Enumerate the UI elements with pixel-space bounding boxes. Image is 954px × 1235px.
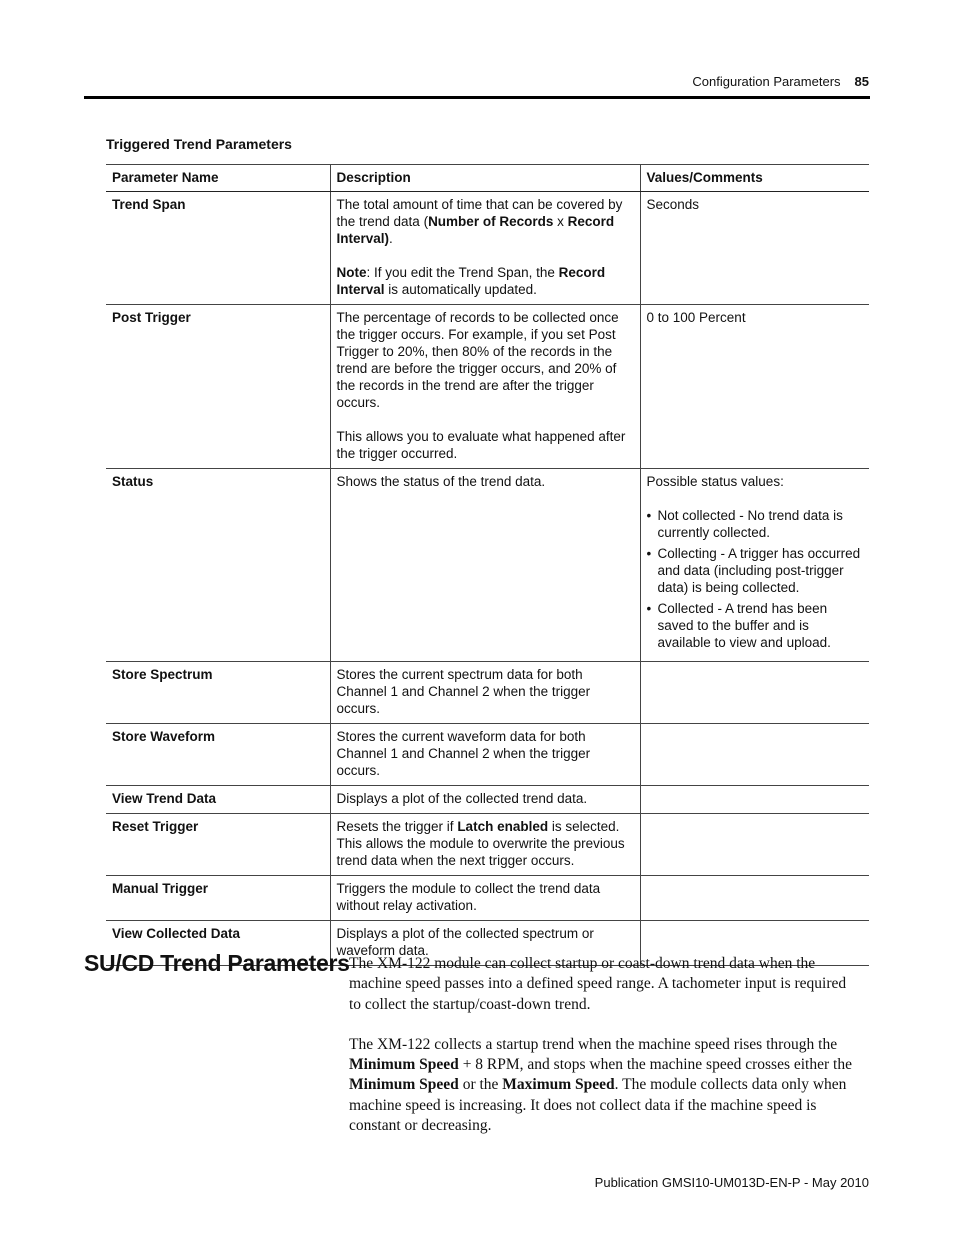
parameter-description [330, 876, 640, 921]
table-header-row [106, 165, 869, 192]
section-body [349, 954, 861, 1156]
bullet-icon: • [646, 601, 652, 616]
column-header-values-comments: Values/Comments [640, 165, 869, 192]
body-paragraph [349, 1035, 861, 1136]
table-row [106, 305, 869, 469]
parameter-values [640, 469, 869, 662]
list-item: • Not collected - No trend data is currently collected. [646, 508, 843, 540]
parameter-description [330, 662, 640, 724]
parameter-name: Trend Span [106, 192, 330, 305]
page-number: 85 [854, 74, 869, 89]
parameter-values [640, 662, 869, 724]
table-row [106, 662, 869, 724]
paragraph: Stores the current waveform data for both Channel 1 and Channel 2 when the trigger occurs. [336, 729, 591, 778]
parameter-values [640, 876, 869, 921]
parameter-values [640, 305, 869, 469]
parameter-description [330, 724, 640, 786]
table-caption: Triggered Trend Parameters [106, 136, 292, 152]
parameter-description [330, 192, 640, 305]
parameter-values [640, 786, 869, 814]
parameter-values [640, 814, 869, 876]
list-item: • Collecting - A trigger has occurred and data (including post-trigger data) is being collected. [646, 546, 861, 595]
bullet-icon: • [646, 508, 652, 523]
paragraph: This allows you to evaluate what happened after the trigger occurred. [336, 429, 626, 461]
header-section-title: Configuration Parameters [692, 74, 841, 89]
parameter-description [330, 786, 640, 814]
paragraph: The XM-122 collects a startup trend when the machine speed rises through the Minimum Speed + 8 RPM, and stops when the machine speed crosses either the Minimum Speed or the Maximum Speed. The module collects data only when machine speed is increasing. It does not collect data if the machine speed is constant or decreasing. [349, 1035, 852, 1135]
running-header [692, 74, 869, 89]
header-rule [84, 96, 870, 99]
parameter-name: Store Waveform [106, 724, 330, 786]
paragraph: Displays a plot of the collected trend data. [336, 791, 588, 806]
bold-term: Record Interval) [336, 214, 615, 246]
paragraph: Stores the current spectrum data for both Channel 1 and Channel 2 when the trigger occurs. [336, 667, 591, 716]
parameter-description [330, 469, 640, 662]
column-header-description: Description [330, 165, 640, 192]
parameter-name: View Collected Data [106, 921, 330, 966]
bullet-icon: • [646, 546, 652, 561]
table-row [106, 876, 869, 921]
section-heading: SU/CD Trend Parameters [84, 950, 350, 976]
paragraph: The percentage of records to be collected once the trigger occurs. For example, if you set Post Trigger to 20%, then 80% of the records in the trend are before the trigger occurs, and 20% of the records in the trend are after the trigger occurs. [336, 310, 619, 410]
bold-term: Number of Records [428, 214, 554, 229]
paragraph: The total amount of time that can be covered by the trend data (Number of Records x Record Interval). [336, 197, 623, 246]
table-row [106, 814, 869, 876]
parameter-name: Status [106, 469, 330, 662]
body-paragraph [349, 954, 861, 1015]
table-row [106, 469, 869, 662]
parameter-description [330, 305, 640, 469]
list-item: • Collected - A trend has been saved to the buffer and is available to view and upload. [646, 601, 831, 650]
paragraph: Resets the trigger if Latch enabled is selected. This allows the module to overwrite the previous trend data when the next trigger occurs. [336, 819, 625, 868]
values-text: 0 to 100 Percent [646, 310, 746, 325]
parameter-name: Post Trigger [106, 305, 330, 469]
paragraph: The XM-122 module can collect startup or coast-down trend data when the machine speed passes into a defined speed range. A tachometer input is required to collect the startup/coast-down trend. [349, 955, 847, 1013]
paragraph: Displays a plot of the collected spectrum or waveform data. [336, 926, 594, 958]
table-row [106, 786, 869, 814]
triggered-trend-parameters-table [106, 164, 869, 966]
parameter-description [330, 814, 640, 876]
bold-term: Minimum Speed [349, 1056, 459, 1074]
status-values-list [647, 507, 864, 651]
values-text: Possible status values: [646, 474, 784, 489]
column-header-parameter-name: Parameter Name [106, 165, 330, 192]
bold-term: Note [336, 265, 367, 280]
paragraph: Note: If you edit the Trend Span, the Record Interval is automatically updated. [336, 265, 606, 297]
table-row [106, 192, 869, 305]
parameter-name: Store Spectrum [106, 662, 330, 724]
parameter-name: Manual Trigger [106, 876, 330, 921]
parameter-values [640, 192, 869, 305]
bold-term: Latch enabled [457, 819, 549, 834]
parameter-values [640, 724, 869, 786]
parameter-name: Reset Trigger [106, 814, 330, 876]
bold-term: Maximum Speed [502, 1076, 615, 1094]
bold-term: Record Interval [336, 265, 606, 297]
publication-footer: Publication GMSI10-UM013D-EN-P - May 2010 [594, 1175, 869, 1190]
parameter-name: View Trend Data [106, 786, 330, 814]
bold-term: Minimum Speed [349, 1076, 459, 1094]
values-text: Seconds [646, 197, 700, 212]
paragraph: Shows the status of the trend data. [336, 474, 546, 489]
table-row [106, 724, 869, 786]
paragraph: Triggers the module to collect the trend data without relay activation. [336, 881, 601, 913]
table-body [106, 192, 869, 966]
